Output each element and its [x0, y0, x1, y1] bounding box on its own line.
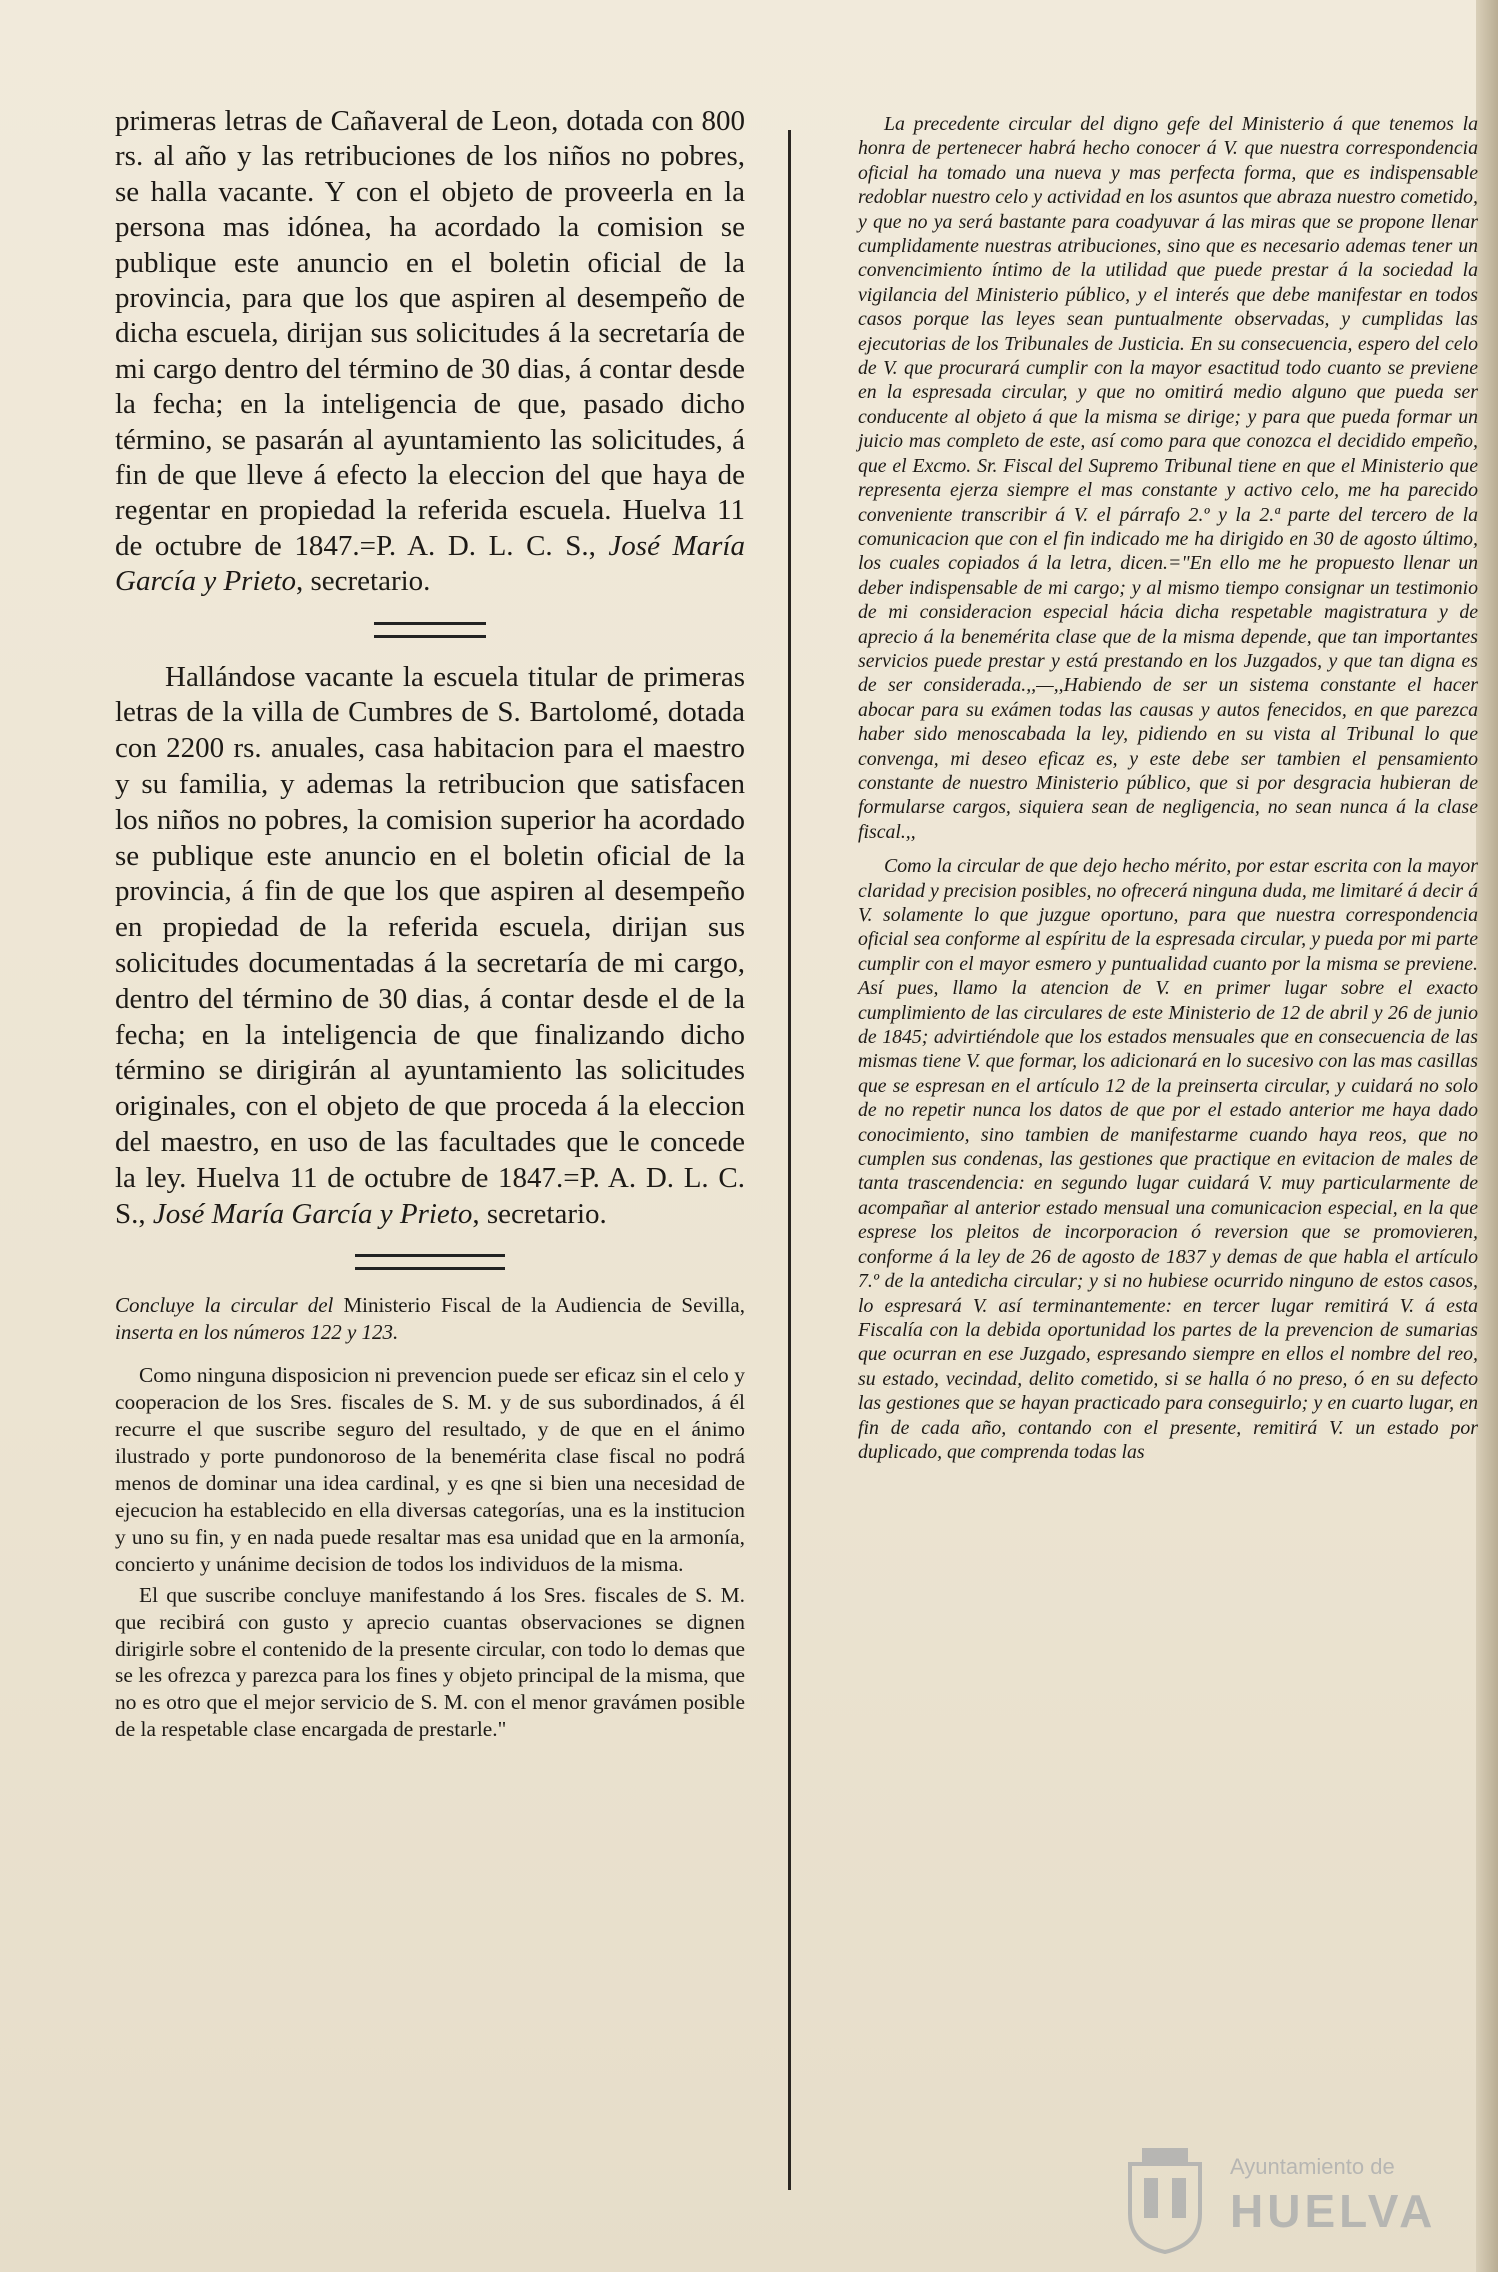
circular-heading-part2: Ministerio Fiscal de la Audiencia de Sevilla,: [333, 1293, 746, 1318]
notice-cumbres: [115, 660, 745, 1233]
huelva-crest-icon: [1120, 2144, 1210, 2254]
section-divider: [355, 1254, 505, 1270]
circular-paragraph-2: El que suscribe concluye manifestando á los Sres. fiscales de S. M. que recibirá con gusto y aprecio cuantas observaciones se dignen dirigirle sobre el contenido de la presente circular, con todo lo demas que se les ofrezca y parezca para los fines y objeto principal de la misma, que no es otro que el mejor servicio de S. M. con el menor gravámen posible de la respetable clase encargada de prestarle.": [115, 1582, 745, 1742]
left-column: [115, 104, 745, 1743]
watermark-line-2: HUELVA: [1230, 2185, 1437, 2237]
notice-canaveral-role: , secretario.: [295, 565, 431, 598]
watermark-line-1: Ayuntamiento de: [1230, 2154, 1395, 2179]
page-edge-shadow: [1476, 0, 1498, 2272]
notice-cumbres-body: Hallándose vacante la escuela titular de primeras letras de la villa de Cumbres de S. Bartolomé, dotada con 2200 rs. anuales, casa habitacion para el maestro y su familia, y ademas la retribucion que satisfacen los niños no pobres, la comision superior ha acordado se publique este anuncio en el boletin oficial de la provincia, á fin de que los que aspiren al desempeño en propiedad de la referida escuela, dirijan sus solicitudes documentadas á la secretaría de mi cargo, dentro del término de 30 dias, á contar desde el de la fecha; en la inteligencia de que finalizando dicho término se dirigirán al ayuntamiento las solicitudes originales, con el objeto de que proceda á la eleccion del maestro, en uso de las facultades que le concede la ley. Huelva 11 de octubre de 1847.=P. A. D. L. C. S.,: [115, 660, 745, 1230]
notice-cumbres-role: , secretario.: [472, 1197, 607, 1230]
notice-canaveral-body: primeras letras de Cañaveral de Leon, dotada con 800 rs. al año y las retribuciones de los niños no pobres, se halla vacante. Y con el objeto de proveerla en la persona mas idónea, ha acordado la comision se publique este anuncio en el boletin oficial de la provincia, para que los que aspiren al desempeño de dicha escuela, dirijan sus solicitudes á la secretaría de mi cargo dentro del término de 30 dias, á contar desde la fecha; en la inteligencia de que, pasado dicho término, se pasarán al ayuntamiento las solicitudes, á fin de que lleve á efecto la eleccion del que haya de regentar en propiedad la referida escuela. Huelva 11 de octubre de 1847.=P. A. D. L. C. S.,: [115, 105, 745, 562]
circular-heading: [115, 1292, 745, 1346]
circular-paragraph-1: Como ninguna disposicion ni prevencion puede ser eficaz sin el celo y cooperacion de los Sres. fiscales de S. M. y de sus subordinados, á él recurre el que suscribe seguro del resultado, y de que en el ánimo ilustrado y porte pundonoroso de la benemérita clase fiscal no podrá menos de dominar una idea cardinal, y es qne si bien una necesidad de ejecucion ha establecido en ella diversas categorías, una es la institucion y uno su fin, y en nada puede resaltar mas esa unidad que en la armonía, concierto y unánime decision de todos los individuos de la misma.: [115, 1363, 745, 1576]
fiscal-paragraph-2: Como la circular de que dejo hecho mérito, por estar escrita con la mayor claridad y precision posibles, no ofrecerá ninguna duda, me limitaré á decir á V. solamente lo que juzgue oportuno, para que nuestra correspondencia oficial sea conforme al espíritu de la espresada circular, y pueda por mi parte cumplir con el mayor esmero y puntualidad cuanto por la misma se previene. Así pues, llamo la atencion de V. en primer lugar sobre el exacto cumplimiento de las circulares de este Ministerio de 12 de abril y 26 de junio de 1845; advirtiéndole que los estados mensuales que en consecuencia de las mismas tiene V. que formar, los adicionará en lo sucesivo con las mas casillas que se espresan en el artículo 12 de la preinserta circular, y cuidará no solo de no repetir nunca los datos de que por el estado anterior me haya dado conocimiento, sino tambien de manifestarme cuando haya reos, que no cumplen sus condenas, las gestiones que practique en evitacion de males de tanta trascendencia: en segundo lugar cuidará V. muy particularmente de acompañar al anterior estado mensual una comunicacion especial, en la que esprese los pleitos de incorporacion ó reversion que se promovieren, conforme á la ley de 26 de agosto de 1837 y demas de que habla el artículo 7.º de la antedicha circular; y si no hubiese ocurrido ninguno de estos casos, lo espresará V. así terminantemente: en tercer lugar remitirá V. á esta Fiscalía con la debida oportunidad los partes de la prevencion de sumarias que ocurran en ese Juzgado, espresando siempre en ellos el nombre del reo, su estado, vecindad, delito cometido, si se halla ó no preso, ó en su defecto las gestiones que se hayan practicado para conseguirlo; y en cuarto lugar, en fin de cada año, contando con el presente, remitirá V. un estado por duplicado, que comprenda todas las: [858, 855, 1478, 1463]
circular-heading-part3: inserta en los números 122 y 123.: [115, 1320, 399, 1345]
fiscal-paragraph-1: La precedente circular del digno gefe del Ministerio á que tenemos la honra de pertenecer habrá hecho conocer á V. que nuestra correspondencia oficial ha tomado una nueva y mas perfecta forma, que es indispensable redoblar nuestro celo y actividad en los asuntos que abraza nuestro cometido, y que no ya será bastante para coadyuvar á las miras que se propone llenar cumplidamente nuestras atribuciones, sino que es necesario ademas tener un convencimiento íntimo de la utilidad que puede prestar á la sociedad la vigilancia del Ministerio público, y el interés que debe manifestar en todos casos porque las leyes sean puntualmente observadas, y cumplidas las ejecutorias de los Tribunales de Justicia. En su consecuencia, espero del celo de V. que procurará cumplir con la mayor esactitud todo cuanto se previene en la espresada circular, y que no omitirá medio alguno que pueda ser conducente al objeto á que la misma se dirige; y para que pueda formar un juicio mas completo de este, así como para que conozca el decidido empeño, que el Excmo. Sr. Fiscal del Supremo Tribunal tiene en que el Ministerio que representa ejerza siempre el mas constante y activo celo, me ha parecido conveniente transcribir á V. el párrafo 2.º y la 2.ª parte del tercero de la comunicacion que con el fin indicado me ha dirigido en 30 de agosto último, los cuales copiados á la letra, dicen.="En ello me he propuesto llenar un deber indispensable de mi cargo; y al mismo tiempo consignar un testimonio de mi consideracion especial hácia dicha respetable magistratura y de aprecio á la benemérita clase que de la misma depende, que tan importantes servicios puede prestar y está prestando en los Juzgados, y que tan digna es de ser considerada.,,—,,Habiendo de ser un sistema constante el hacer abocar para su exámen todas las causas y autos fenecidos, en que parezca haber sido menoscabada la ley, pidiendo en su vista al Tribunal lo que convenga, mi deseo eficaz es, y este debe ser tambien el pensamiento constante de nuestro Ministerio público, que si por desgracia hubieran de formularse cargos, siquiera sean de negligencia, no sean nunca á la clase fiscal.,,: [858, 113, 1478, 843]
section-divider: [374, 622, 486, 638]
notice-canaveral: [115, 104, 745, 600]
notice-cumbres-signature: José María García y Prieto: [152, 1197, 473, 1230]
right-column: [858, 112, 1478, 1464]
column-rule: [788, 130, 791, 2190]
archive-watermark: [1120, 2140, 1460, 2260]
notice-canaveral-signature: José María García y Prieto: [115, 529, 745, 598]
circular-heading-part1: Concluye la circular del: [115, 1293, 334, 1318]
